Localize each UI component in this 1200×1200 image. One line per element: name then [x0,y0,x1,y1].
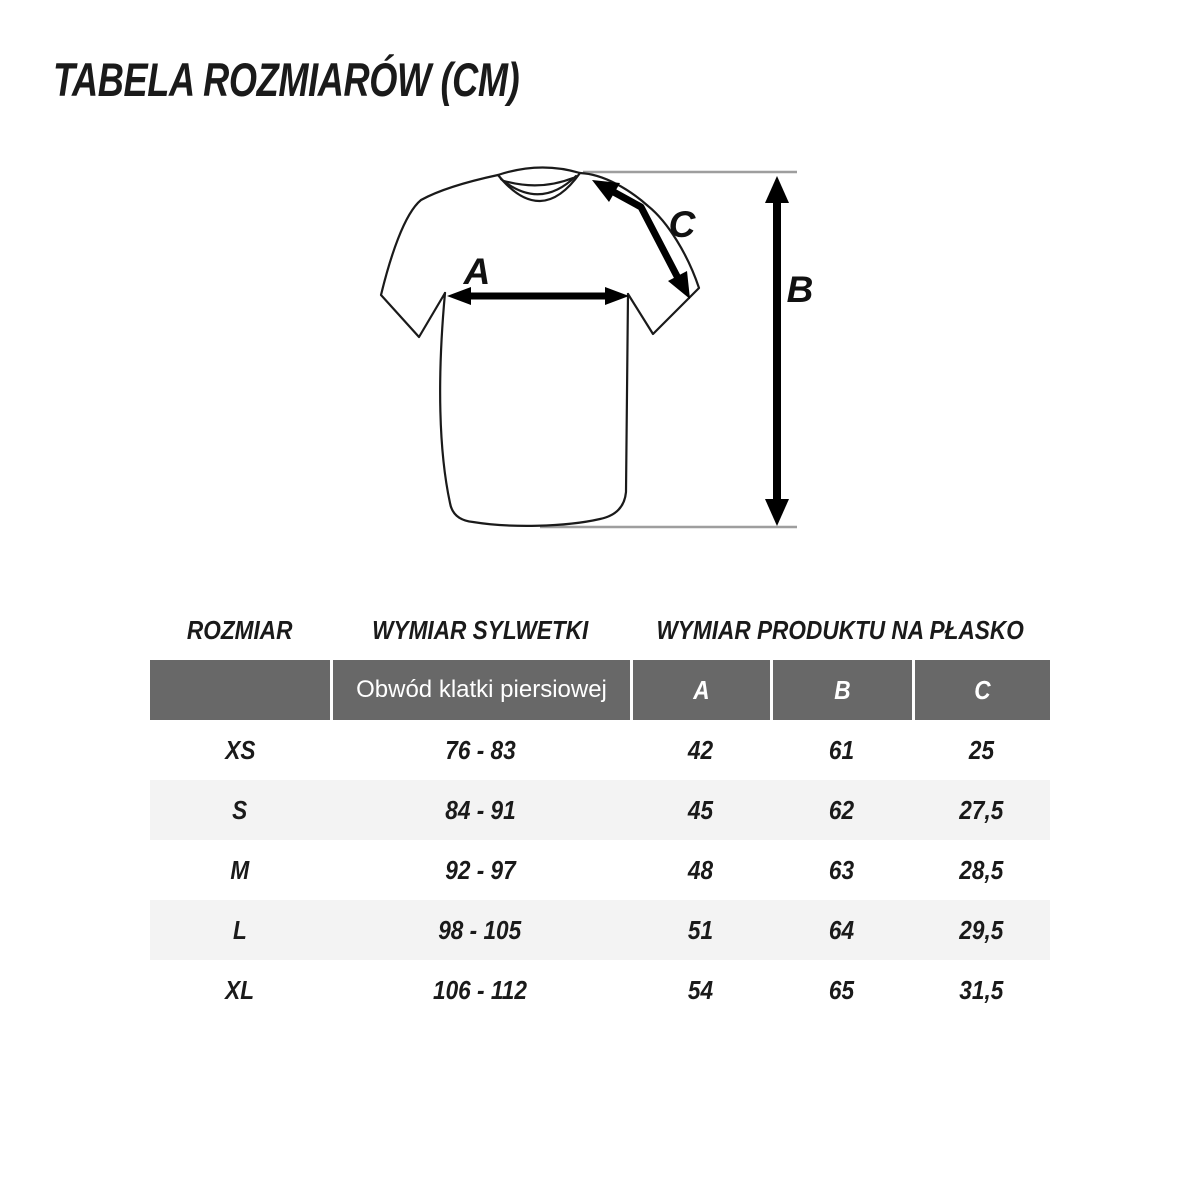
cell-c [912,720,1050,780]
cell-chest-text: 92 - 97 [444,854,516,885]
table-row-l [150,900,1050,960]
table-group-header-row [150,600,1050,660]
cell-chest-text: 76 - 83 [444,734,516,765]
cell-a-text: 45 [687,794,713,825]
cell-b-text: 63 [828,854,854,885]
cell-size-text: M [230,854,250,885]
tshirt-body [440,293,628,526]
cell-size [150,840,330,900]
cell-a-text: 42 [687,734,713,765]
cell-c [912,840,1050,900]
cell-b-text: 61 [828,734,854,765]
page-title-text: TABELA ROZMIARÓW (CM) [53,53,520,106]
cell-chest [330,780,630,840]
table-row-m [150,840,1050,900]
arrow-a-right-head [605,287,629,305]
cell-b-text: 62 [828,794,854,825]
cell-a [630,960,770,1020]
group-header-rozmiar [150,600,330,660]
header-cell-size [150,660,330,720]
cell-c-text: 28,5 [958,854,1004,885]
header-cell-chest-text: Obwód klatki piersiowej [356,676,607,703]
cell-chest-text: 84 - 91 [444,794,516,825]
measurement-label-b: B [786,269,814,310]
cell-a [630,900,770,960]
cell-b [770,720,912,780]
group-header-wymiar-produktu-text: WYMIAR PRODUKTU NA PŁASKO [656,614,1024,645]
cell-chest-text: 98 - 105 [438,914,522,945]
table-header-row [150,660,1050,720]
arrow-b-top-head [765,176,789,203]
measurement-label-a: A [463,251,491,292]
cell-size-text: S [232,794,248,825]
cell-c-text: 27,5 [958,794,1004,825]
cell-c-text: 31,5 [958,974,1004,1005]
cell-size-text: L [233,914,247,945]
collar-top-edge [498,167,580,175]
header-cell-a [630,660,770,720]
cell-size [150,960,330,1020]
collar-neckline-outer [498,173,580,201]
cell-b [770,780,912,840]
cell-a [630,780,770,840]
group-header-wymiar-produktu [630,600,1050,660]
header-cell-b [770,660,912,720]
tshirt-right-sleeve [580,173,699,334]
cell-chest-text: 106 - 112 [433,974,527,1005]
cell-chest [330,840,630,900]
cell-a-text: 54 [687,974,713,1005]
cell-chest [330,960,630,1020]
cell-size [150,900,330,960]
cell-chest [330,720,630,780]
cell-b-text: 64 [828,914,854,945]
group-header-wymiar-sylwetki-text: WYMIAR SYLWETKI [371,614,589,645]
header-cell-c [912,660,1050,720]
cell-size [150,780,330,840]
cell-b [770,900,912,960]
cell-b [770,840,912,900]
cell-a-text: 48 [687,854,713,885]
header-cell-chest [330,660,630,720]
arrow-b [765,176,789,526]
header-cell-a-text: A [693,674,710,705]
group-header-wymiar-sylwetki [330,600,630,660]
size-table [150,600,1050,1020]
collar-back-seam [504,178,573,185]
cell-b-text: 65 [828,974,854,1005]
cell-chest [330,900,630,960]
table-row-s [150,780,1050,840]
group-header-rozmiar-text: ROZMIAR [187,614,293,645]
cell-size-text: XL [225,974,255,1005]
cell-b [770,960,912,1020]
cell-a [630,840,770,900]
cell-c [912,780,1050,840]
cell-size [150,720,330,780]
header-cell-c-text: C [974,674,991,705]
arrow-b-bottom-head [765,499,789,526]
cell-c-text: 25 [968,734,994,765]
cell-c [912,960,1050,1020]
table-row-xl [150,960,1050,1020]
cell-a [630,720,770,780]
tshirt-collar [498,167,580,201]
cell-a-text: 51 [687,914,713,945]
table-row-xs [150,720,1050,780]
cell-c-text: 29,5 [958,914,1004,945]
measurement-label-c: C [668,204,696,245]
cell-c [912,900,1050,960]
cell-size-text: XS [224,734,256,765]
header-cell-b-text: B [834,674,851,705]
